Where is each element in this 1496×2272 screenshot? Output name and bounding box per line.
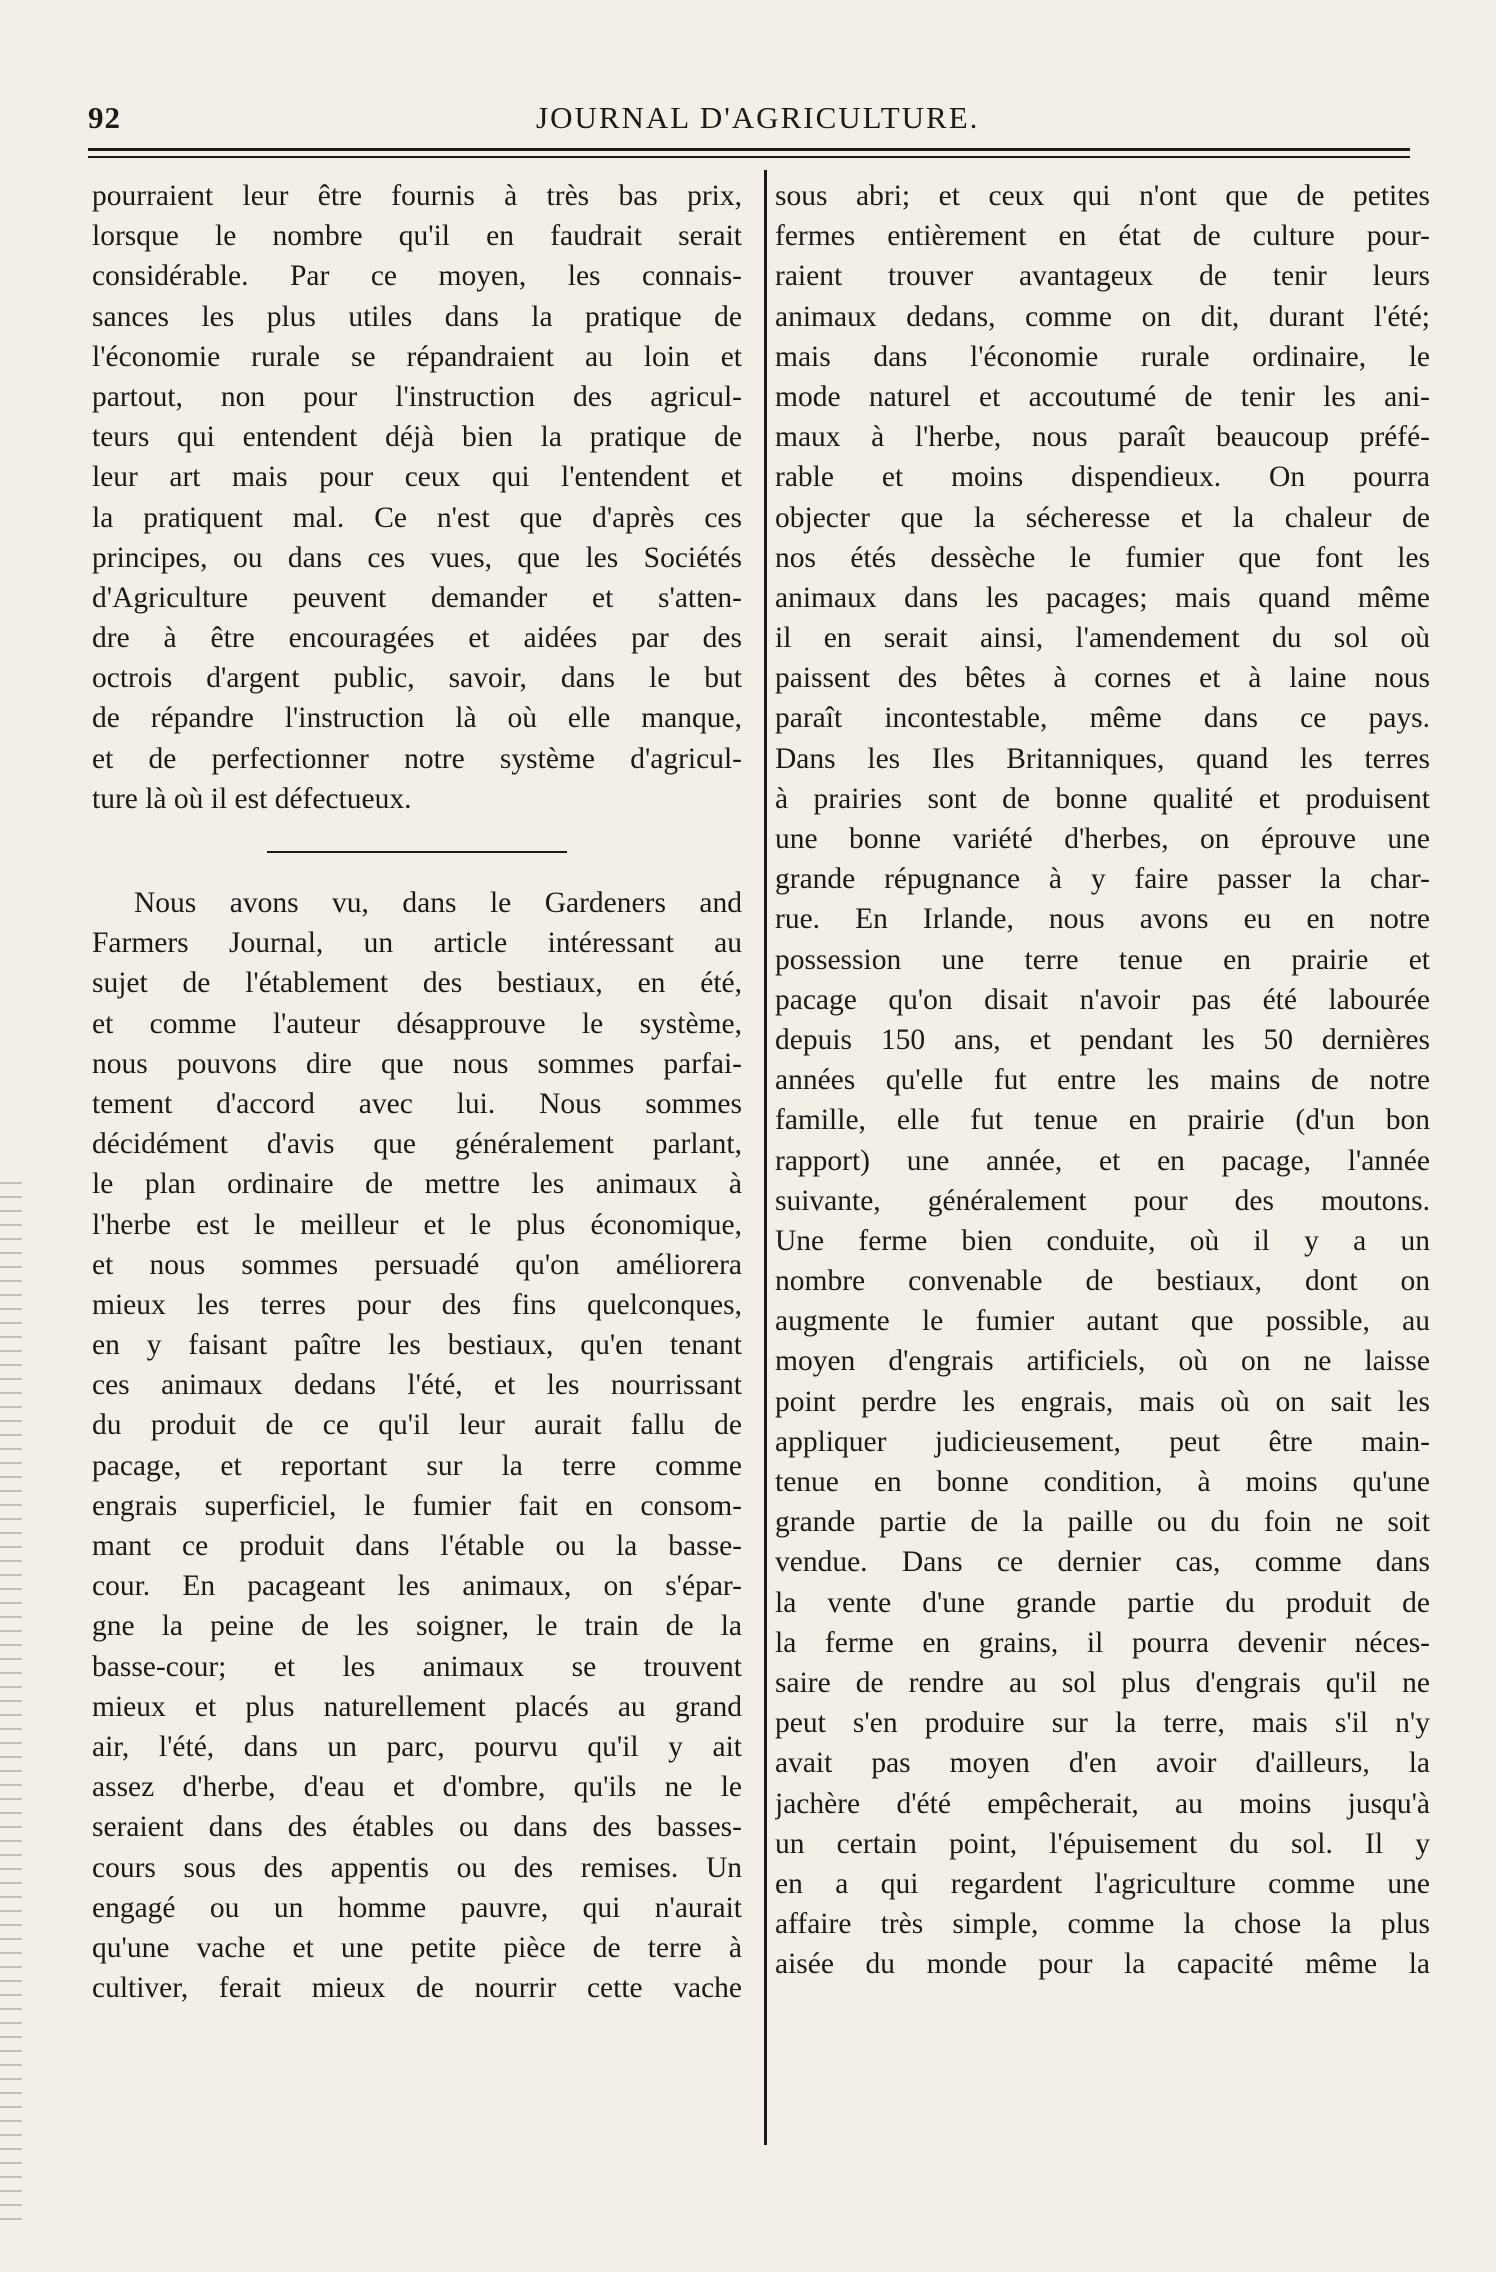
text-line: principes, ou dans ces vues, que les Sociétés [92,541,742,574]
text-line: rable et moins dispendieux. On pourra [775,461,1430,494]
text-line: pacage, et reportant sur la terre comme [92,1449,742,1482]
text-line: objecter que la sécheresse et la chaleur de [775,501,1430,534]
text-line: une bonne variété d'herbes, on éprouve une [775,823,1430,855]
text-line: il en serait ainsi, l'amendement du sol où [775,622,1430,655]
text-line: l'économie rurale se répandraient au loin et [92,340,742,373]
text-line: affaire très simple, comme la chose la plus [775,1908,1430,1941]
text-line: pourraient leur être fournis à très bas prix, [92,180,742,212]
text-line: sujet de l'établement des bestiaux, en été, [92,967,742,1000]
text-line: rapport) une année, et en pacage, l'année [775,1144,1430,1177]
text-line: grande partie de la paille ou du foin ne soit [775,1506,1430,1539]
text-line: en y faisant paître les bestiaux, qu'en tenant [92,1329,742,1362]
page-header [88,100,1408,144]
text-line: considérable. Par ce moyen, les connais- [92,260,742,293]
text-line: le plan ordinaire de mettre les animaux à [92,1168,742,1201]
text-line: l'herbe est le meilleur et le plus économique, [92,1208,742,1241]
text-line: animaux dedans, comme on dit, durant l'été; [775,300,1430,333]
header-rule-thin [88,156,1410,158]
text-line: la pratiquent mal. Ce n'est que d'après ces [92,501,742,534]
text-line: vendue. Dans ce dernier cas, comme dans [775,1546,1430,1579]
right-column [775,176,1430,1984]
page-edge-speckle [0,1180,22,2220]
text-line: Une ferme bien conduite, où il y a un [775,1224,1430,1257]
text-line: seraient dans des étables ou dans des basses- [92,1811,742,1844]
text-line: rue. En Irlande, nous avons eu en notre [775,903,1430,936]
text-line: années qu'elle fut entre les mains de notre [775,1064,1430,1097]
text-line: qu'une vache et une petite pièce de terre à [92,1931,742,1964]
text-line: à prairies sont de bonne qualité et produisent [775,782,1430,815]
text-line: pacage qu'on disait n'avoir pas été labourée [775,983,1430,1016]
text-line: tement d'accord avec lui. Nous sommes [92,1087,742,1120]
text-line: maux à l'herbe, nous paraît beaucoup préfé- [775,421,1430,454]
text-line: possession une terre tenue en prairie et [775,943,1430,976]
text-line: mieux les terres pour des fins quelconques, [92,1288,742,1321]
text-line: jachère d'été empêcherait, au moins jusqu'à [775,1787,1430,1820]
text-line: avait pas moyen d'en avoir d'ailleurs, la [775,1747,1430,1780]
text-line: un certain point, l'épuisement du sol. Il y [775,1827,1430,1860]
text-line: cour. En pacageant les animaux, on s'épar- [92,1570,742,1603]
paragraph-continued [775,176,1430,1984]
text-line: la ferme en grains, il pourra devenir néces- [775,1626,1430,1659]
text-line: de répandre l'instruction là où elle manque, [92,702,742,735]
text-line: peut s'en produire sur la terre, mais s'il n'y [775,1707,1430,1740]
text-line: cours sous des appentis ou des remises. Un [92,1851,742,1884]
paragraph-sociétés [92,176,742,819]
text-line: air, l'été, dans un parc, pourvu qu'il y ait [92,1730,742,1763]
column-divider [764,170,767,2145]
text-line: suivante, généralement pour des moutons. [775,1184,1430,1217]
text-line: du produit de ce qu'il leur aurait fallu de [92,1409,742,1442]
text-line: moyen d'engrais artificiels, où on ne laisse [775,1345,1430,1378]
text-line: grande répugnance à y faire passer la char- [775,863,1430,896]
text-line: lorsque le nombre qu'il en faudrait serait [92,220,742,253]
text-line: famille, elle fut tenue en prairie (d'un bon [775,1104,1430,1137]
text-line: Farmers Journal, un article intéressant au [92,927,742,960]
text-line: ture là où il est défectueux. [92,782,412,815]
text-line: engagé ou un homme pauvre, qui n'aurait [92,1891,742,1924]
text-line: raient trouver avantageux de tenir leurs [775,260,1430,293]
section-separator-rule [267,851,567,853]
text-line: assez d'herbe, d'eau et d'ombre, qu'ils ne le [92,1771,742,1804]
text-line: nous pouvons dire que nous sommes parfai- [92,1047,742,1080]
text-line: augmente le fumier autant que possible, au [775,1305,1430,1338]
running-title: JOURNAL D'AGRICULTURE. [536,100,980,135]
text-line: basse-cour; et les animaux se trouvent [92,1650,742,1683]
text-line: point perdre les engrais, mais où on sait les [775,1385,1430,1418]
page-number: 92 [88,100,121,135]
text-line: dre à être encouragées et aidées par des [92,622,742,655]
text-line: saire de rendre au sol plus d'engrais qu'il ne [775,1666,1430,1699]
text-line: paraît incontestable, même dans ce pays. [775,702,1430,735]
text-line: tenue en bonne condition, à moins qu'une [775,1466,1430,1498]
text-line: depuis 150 ans, et pendant les 50 dernières [775,1023,1430,1056]
left-column [92,176,742,2008]
text-line: mais dans l'économie rurale ordinaire, le [775,340,1430,373]
text-line: cultiver, ferait mieux de nourrir cette vache [92,1972,742,2005]
text-line: leur art mais pour ceux qui l'entendent et [92,461,742,494]
text-line: gne la peine de les soigner, le train de la [92,1610,742,1643]
text-line: appliquer judicieusement, peut être main- [775,1425,1430,1458]
text-line: mode naturel et accoutumé de tenir les ani- [775,380,1430,413]
text-line: sous abri; et ceux qui n'ont que de petites [775,180,1430,212]
text-line: décidément d'avis que généralement parlant, [92,1128,742,1161]
text-line: Nous avons vu, dans le Gardeners and [134,887,742,919]
text-line: et de perfectionner notre système d'agricul- [92,742,742,775]
text-line: octrois d'argent public, savoir, dans le but [92,662,742,695]
text-line: mant ce produit dans l'étable ou la basse- [92,1530,742,1562]
text-line: paissent des bêtes à cornes et à laine nous [775,662,1430,695]
text-line: d'Agriculture peuvent demander et s'atten- [92,581,742,614]
text-line: ces animaux dedans l'été, et les nourrissant [92,1369,742,1402]
text-line: animaux dans les pacages; mais quand même [775,581,1430,614]
text-line: partout, non pour l'instruction des agricul- [92,380,742,413]
text-line: Dans les Iles Britanniques, quand les terres [775,742,1430,775]
header-rule-thick [88,148,1410,151]
text-line: nombre convenable de bestiaux, dont on [775,1265,1430,1298]
text-line: nos étés dessèche le fumier que font les [775,541,1430,574]
text-line: aisée du monde pour la capacité même la [775,1948,1430,1981]
text-line: la vente d'une grande partie du produit de [775,1586,1430,1619]
text-line: engrais superficiel, le fumier fait en consom- [92,1489,742,1522]
paragraph-gardeners-journal [92,883,742,2008]
text-line: teurs qui entendent déjà bien la pratique de [92,421,742,454]
text-line: et nous sommes persuadé qu'on améliorera [92,1248,742,1281]
text-line: sances les plus utiles dans la pratique de [92,300,742,333]
text-line: fermes entièrement en état de culture pour- [775,220,1430,253]
text-line: et comme l'auteur désapprouve le système, [92,1007,742,1040]
text-line: en a qui regardent l'agriculture comme une [775,1867,1430,1900]
text-line: mieux et plus naturellement placés au grand [92,1690,742,1723]
